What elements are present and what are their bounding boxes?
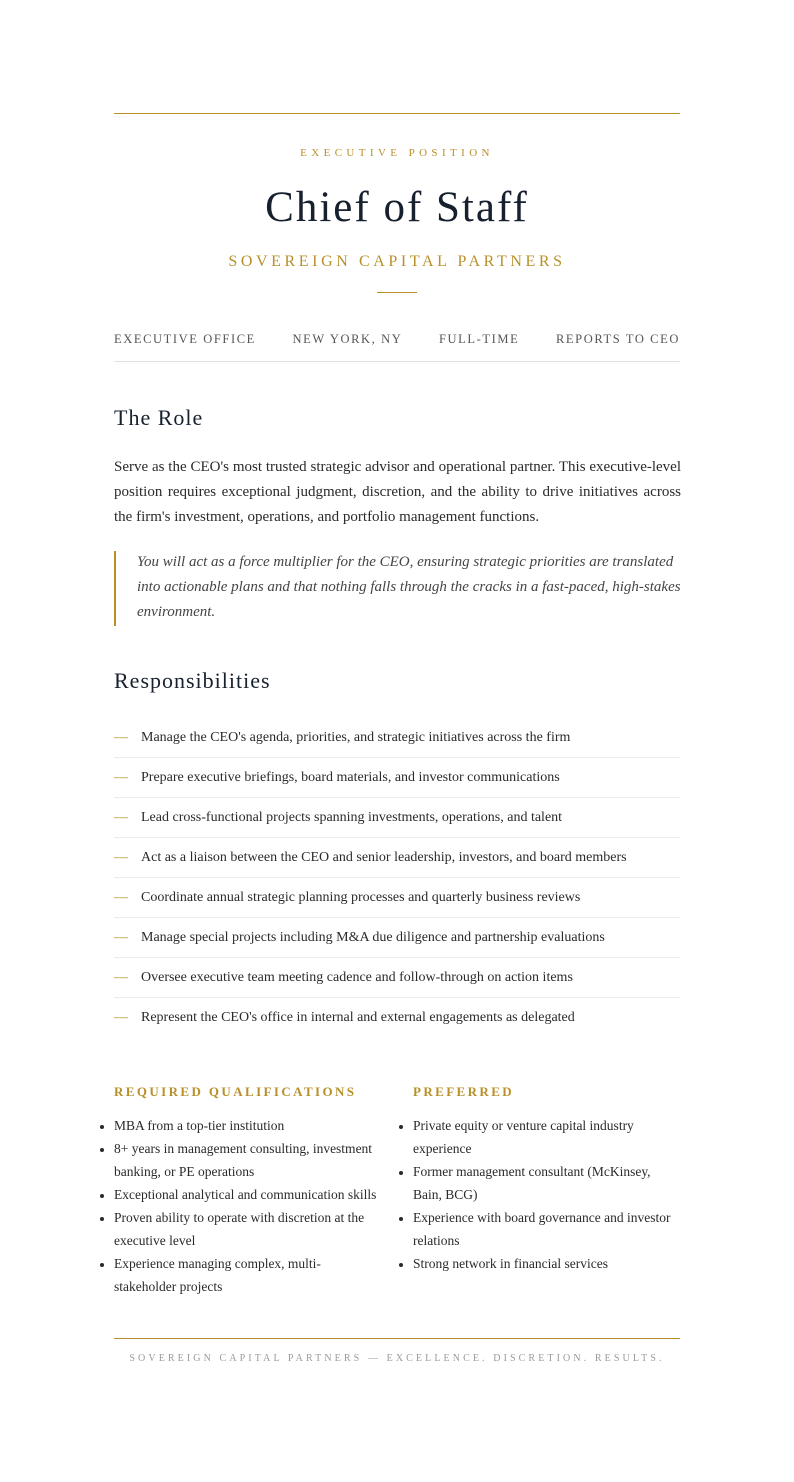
list-item: • Private equity or venture capital industry experience [413, 1114, 681, 1160]
meta-department: EXECUTIVE OFFICE [114, 332, 256, 346]
job-title: Chief of Staff [265, 184, 529, 231]
meta-employment-type: FULL-TIME [439, 332, 520, 346]
required-heading: REQUIRED QUALIFICATIONS [114, 1084, 357, 1099]
required-list [114, 1114, 382, 1298]
list-item: • 8+ years in management consulting, investment banking, or PE operations [114, 1137, 382, 1183]
dash-icon: — [114, 849, 128, 865]
list-item: • Proven ability to operate with discretion at the executive level [114, 1206, 382, 1252]
list-item [114, 718, 680, 758]
responsibility-text: Manage special projects including M&A due diligence and partnership evaluations [141, 929, 605, 945]
required-qualifications [114, 1082, 382, 1298]
responsibility-text: Manage the CEO's agenda, priorities, and strategic initiatives across the firm [141, 729, 571, 745]
list-item [114, 758, 680, 798]
role-heading: The Role [114, 405, 204, 430]
footer-tagline: SOVEREIGN CAPITAL PARTNERS — EXCELLENCE. DISCRETION. RESULTS. [129, 1353, 665, 1364]
position-eyebrow: EXECUTIVE POSITION [300, 147, 494, 159]
preferred-qualifications [413, 1082, 681, 1275]
pullquote-text: You will act as a force multiplier for the CEO, ensuring strategic priorities are translated into actionable plans and that nothing falls through the cracks in a fast-paced, high-stakes environment. [137, 554, 681, 620]
list-item [114, 998, 680, 1038]
role-intro: Serve as the CEO's most trusted strategic advisor and operational partner. This executive-level position requires exceptional judgment, discretion, and the ability to drive initiatives across the firm's investment, operations, and portfolio management functions. [114, 459, 681, 525]
responsibility-text: Coordinate annual strategic planning processes and quarterly business reviews [141, 889, 581, 905]
dash-icon: — [114, 969, 128, 985]
list-item [114, 838, 680, 878]
role-pullquote [114, 551, 681, 626]
list-item: • Former management consultant (McKinsey, Bain, BCG) [413, 1160, 681, 1206]
dash-icon: — [114, 729, 128, 745]
title-divider [377, 292, 417, 293]
dash-icon: — [114, 929, 128, 945]
footer-divider [114, 1338, 680, 1339]
responsibilities-heading: Responsibilities [114, 668, 271, 693]
preferred-list [413, 1114, 681, 1275]
list-item: • Strong network in financial services [413, 1252, 681, 1275]
list-item: • Experience managing complex, multi-stakeholder projects [114, 1252, 382, 1298]
dash-icon: — [114, 809, 128, 825]
responsibility-text: Prepare executive briefings, board materials, and investor communications [141, 769, 560, 785]
job-meta [114, 332, 680, 347]
top-divider [114, 113, 680, 114]
meta-divider [114, 361, 680, 362]
responsibility-text: Oversee executive team meeting cadence and follow-through on action items [141, 969, 573, 985]
preferred-heading: PREFERRED [413, 1084, 515, 1099]
responsibility-text: Lead cross-functional projects spanning investments, operations, and talent [141, 809, 563, 825]
list-item [114, 958, 680, 998]
responsibility-text: Represent the CEO's office in internal and external engagements as delegated [141, 1010, 575, 1025]
list-item: • Experience with board governance and investor relations [413, 1206, 681, 1252]
list-item [114, 918, 680, 958]
meta-location: NEW YORK, NY [292, 332, 403, 346]
dash-icon: — [114, 1010, 128, 1025]
company-name: SOVEREIGN CAPITAL PARTNERS [228, 253, 566, 270]
dash-icon: — [114, 889, 128, 905]
meta-reporting-line: REPORTS TO CEO [556, 332, 680, 346]
list-item [114, 798, 680, 838]
list-item: • MBA from a top-tier institution [114, 1114, 382, 1137]
dash-icon: — [114, 769, 128, 785]
responsibilities-list [114, 718, 680, 1038]
responsibility-text: Act as a liaison between the CEO and senior leadership, investors, and board members [141, 849, 627, 865]
list-item [114, 878, 680, 918]
list-item: • Exceptional analytical and communication skills [114, 1183, 382, 1206]
